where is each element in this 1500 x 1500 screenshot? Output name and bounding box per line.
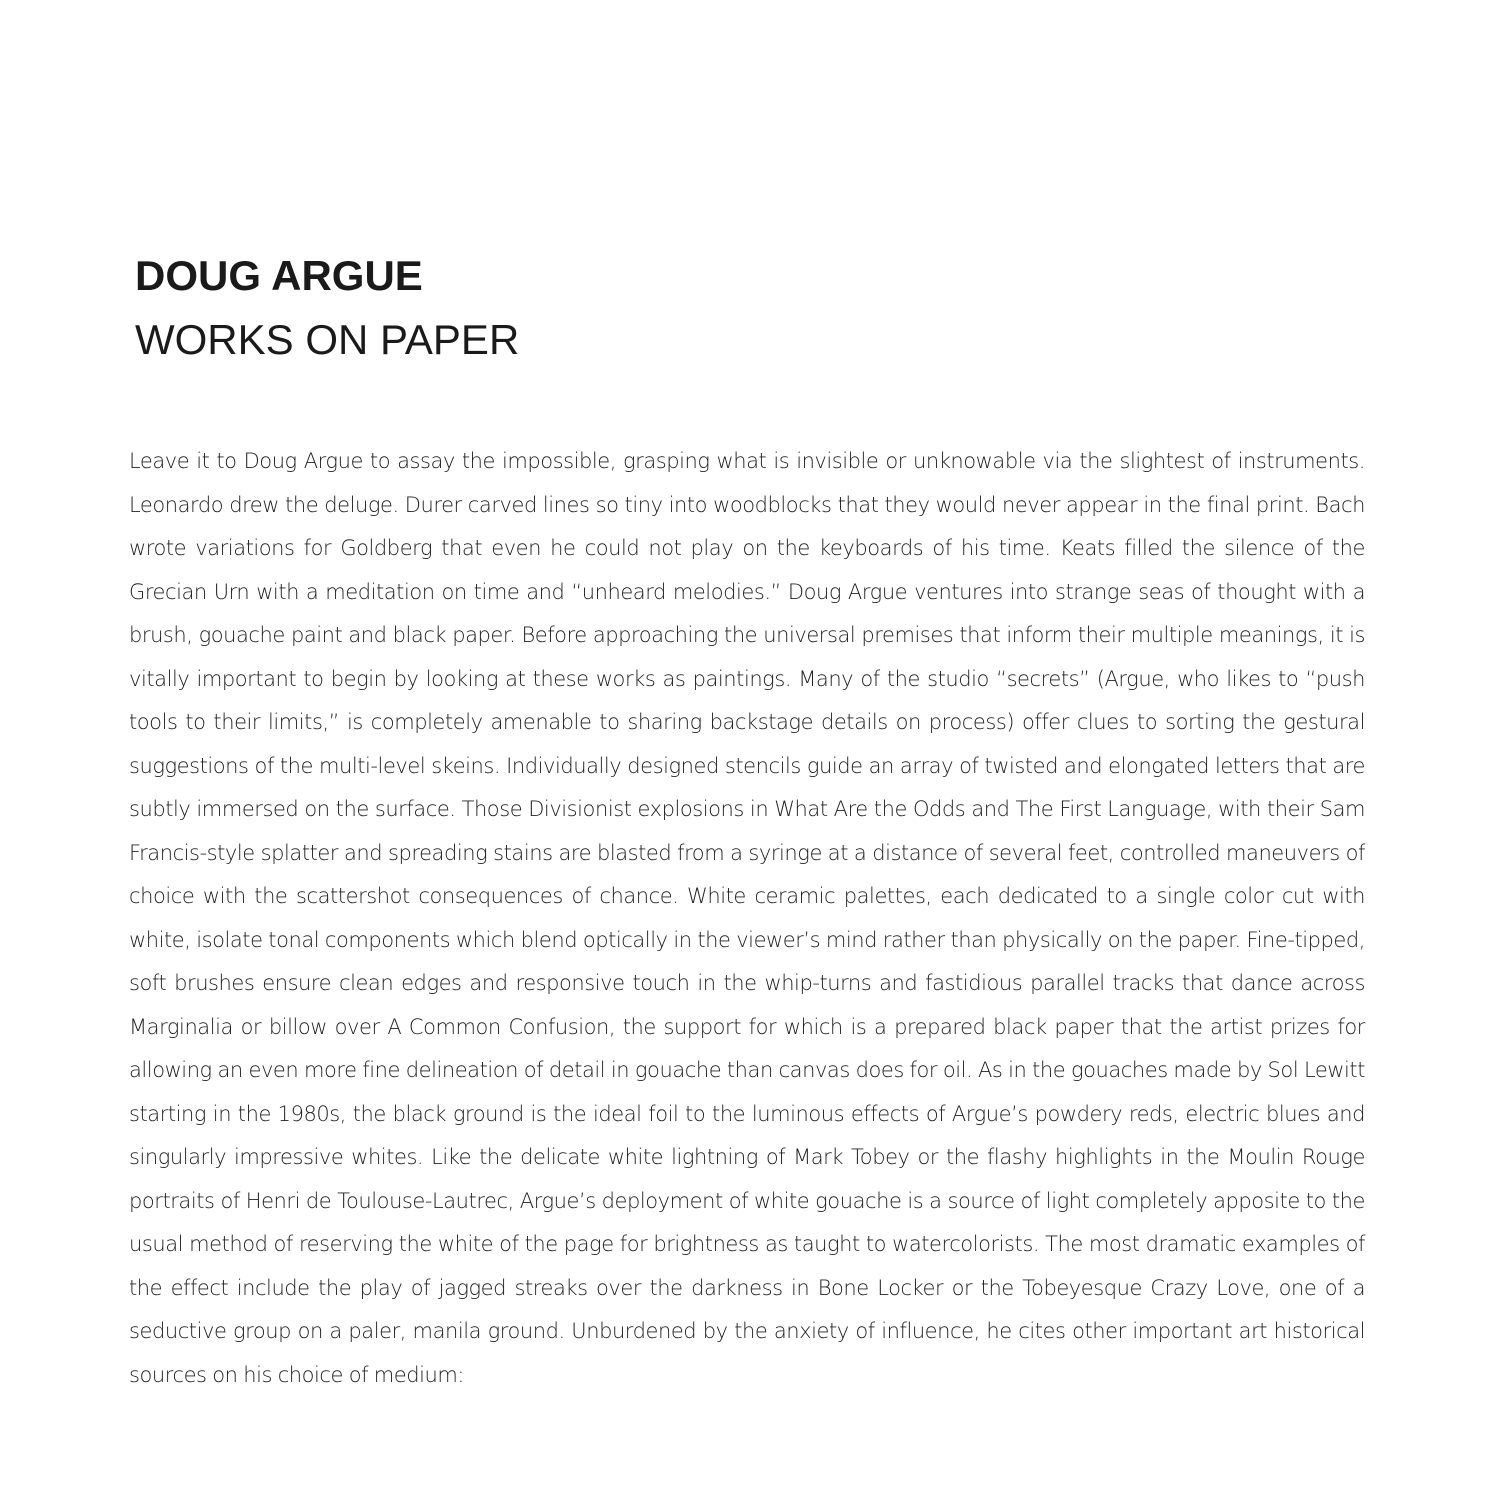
page-title: DOUG ARGUE	[135, 252, 423, 299]
body-paragraph: Leave it to Doug Argue to assay the impossible, grasping what is invisible or unknowable via the slightest of instruments. Leonardo drew the deluge. Durer carved lines so tiny into woodblocks that they would never appear in the final print. Bach wrote variations for Goldberg that even he could not play on the keyboards of his time. Keats filled the silence of the Grecian Urn with a meditation on time and “unheard melodies.” Doug Argue ventures into strange seas of thought with a brush, gouache paint and black paper. Before approaching the universal premises that inform their multiple meanings, it is vitally important to begin by looking at these works as paintings. Many of the studio “secrets” (Argue, who likes to “push tools to their limits,” is completely amenable to sharing backstage details on process) offer clues to sorting the gestural suggestions of the multi-level skeins. Individually designed stencils guide an array of twisted and elongated letters that are subtly immersed on the surface. Those Divisionist explosions in What Are the Odds and The First Language, with their Sam Francis-style splatter and spreading stains are blasted from a syringe at a distance of several feet, controlled maneuvers of choice with the scattershot consequences of chance. White ceramic palettes, each dedicated to a single color cut with white, isolate tonal components which blend optically in the viewer’s mind rather than physically on the paper. Fine-tipped, soft brushes ensure clean edges and responsive touch in the whip-turns and fastidious parallel tracks that dance across Marginalia or billow over A Common Confusion, the support for which is a prepared black paper that the artist prizes for allowing an even more fine delineation of detail in gouache than canvas does for oil. As in the gouaches made by Sol Lewitt starting in the 1980s, the black ground is the ideal foil to the luminous effects of Argue’s powdery reds, electric blues and singularly impressive whites. Like the delicate white lightning of Mark Tobey or the flashy highlights in the Moulin Rouge portraits of Henri de Toulouse-Lautrec, Argue’s deployment of white gouache is a source of light completely apposite to the usual method of reserving the white of the page for brightness as taught to watercolorists. The most dramatic examples of the effect include the play of jagged streaks over the darkness in Bone Locker or the Tobeyesque Crazy Love, one of a seductive group on a paler, manila ground. Unburdened by the anxiety of influence, he cites other important art historical sources on his choice of medium:	[129, 449, 1365, 1387]
page-subtitle: WORKS ON PAPER	[135, 316, 520, 363]
title-block	[135, 250, 519, 366]
